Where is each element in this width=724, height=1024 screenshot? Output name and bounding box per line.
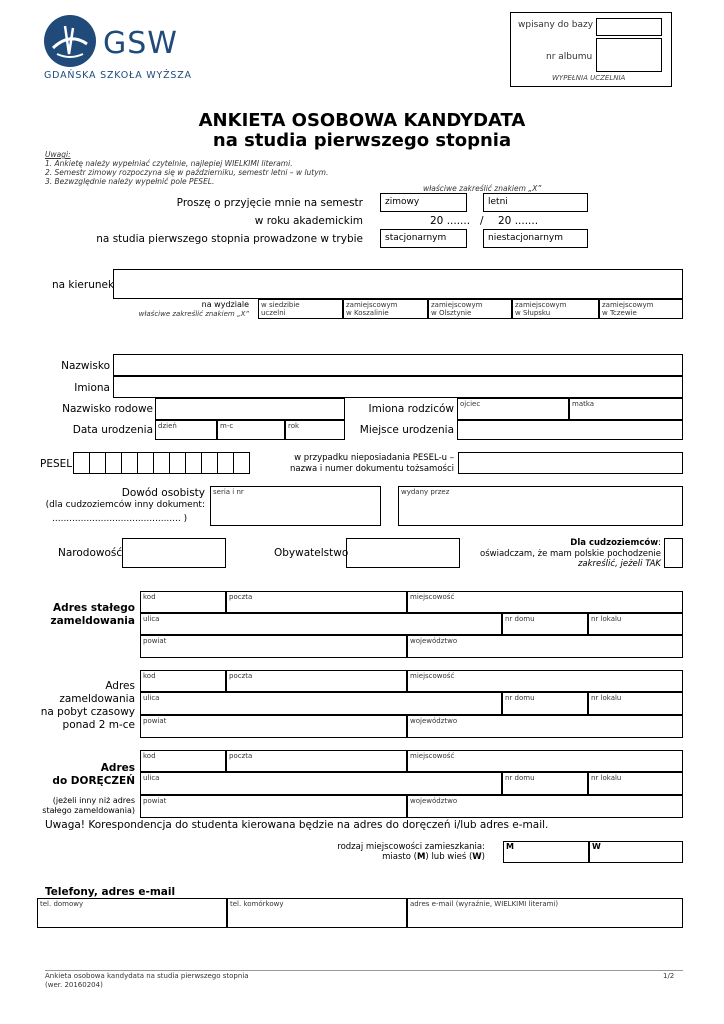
document-dots[interactable]: ............................................. ): [52, 514, 188, 524]
code-field[interactable]: [140, 670, 226, 692]
pesel-digit[interactable]: [217, 452, 234, 474]
city-label: miejscowość: [410, 752, 455, 760]
residence-text: M: [416, 852, 426, 862]
pesel-digit[interactable]: [233, 452, 250, 474]
family-name-label: Nazwisko rodowe: [62, 403, 153, 415]
residence-m-label: M: [506, 842, 514, 851]
county-label: powiat: [143, 637, 167, 645]
pesel-digit[interactable]: [153, 452, 170, 474]
post-label: poczta: [229, 593, 253, 601]
foreigners-colon: :: [658, 538, 661, 548]
note-item: 2. Semestr zimowy rozpoczyna się w październiku, semestr letni – w lutym.: [45, 168, 329, 177]
first-names-label: Imiona: [74, 382, 110, 394]
stationary-label: stacjonarnym: [385, 233, 447, 243]
foreigners-title-row: [470, 538, 661, 548]
pesel-digit[interactable]: [121, 452, 138, 474]
pesel-digit[interactable]: [105, 452, 122, 474]
street-field[interactable]: [140, 692, 502, 715]
province-label: województwo: [410, 717, 458, 725]
residence-text: ): [481, 852, 485, 862]
birth-year-field[interactable]: [285, 420, 345, 440]
street-label: ulica: [143, 774, 160, 782]
street-field[interactable]: [140, 772, 502, 795]
city-field[interactable]: [407, 591, 683, 613]
logo-emblem-icon: [43, 14, 97, 68]
permanent-address-line1: Adres stałego: [53, 602, 135, 614]
pesel-label: PESEL: [40, 458, 73, 470]
birth-date-label: Data urodzenia: [72, 424, 153, 436]
street-label: ulica: [143, 615, 160, 623]
foreigners-doc-label: (dla cudzoziemców inny dokument:: [45, 500, 205, 510]
house-no-field[interactable]: [502, 613, 588, 635]
mother-label: matka: [572, 400, 595, 408]
post-field[interactable]: [226, 591, 407, 613]
apt-no-field[interactable]: [588, 692, 683, 715]
province-label: województwo: [410, 637, 458, 645]
post-field[interactable]: [226, 670, 407, 692]
faculty-option-line: w Koszalinie: [346, 309, 389, 317]
temp-address-line1: Adres: [105, 680, 135, 692]
first-names-field[interactable]: [113, 376, 683, 398]
no-pesel-line1: w przypadku nieposiadania PESEL-u –: [294, 453, 454, 463]
birth-month-field[interactable]: [217, 420, 285, 440]
page-subtitle: na studia pierwszego stopnia: [212, 130, 512, 151]
summer-label: letni: [488, 197, 508, 207]
parents-names-label: Imiona rodziców: [368, 403, 454, 415]
birth-place-field[interactable]: [457, 420, 683, 440]
faculty-option-line: zamiejscowym: [515, 301, 567, 309]
county-label: powiat: [143, 797, 167, 805]
city-field[interactable]: [407, 670, 683, 692]
faculty-option-line: w siedzibie: [261, 301, 300, 309]
logo-text: GSW: [103, 26, 178, 61]
delivery-address-line2: do DORĘCZEŃ: [52, 775, 135, 787]
permanent-address-line2: zameldowania: [50, 615, 135, 627]
month-label: m-c: [220, 422, 234, 430]
page-title: ANKIETA OSOBOWA KANDYDATA: [198, 110, 526, 131]
post-label: poczta: [229, 752, 253, 760]
province-label: województwo: [410, 797, 458, 805]
faculty-label: na wydziale: [201, 300, 249, 309]
permanent-address-grid: [140, 591, 683, 658]
temp-address-line2: zameldowania: [59, 693, 135, 705]
nonstationary-label: niestacjonarnym: [488, 233, 563, 243]
mark-hint: właściwe zakreślić znakiem „X”: [423, 184, 542, 193]
temp-address-line3: na pobyt czasowy: [40, 706, 135, 718]
nationality-label: Narodowość: [58, 547, 123, 559]
major-label: na kierunek: [52, 279, 115, 291]
city-label: miejscowość: [410, 672, 455, 680]
registered-field[interactable]: [596, 18, 662, 36]
pesel-digit[interactable]: [185, 452, 202, 474]
county-field[interactable]: [140, 715, 407, 738]
county-label: powiat: [143, 717, 167, 725]
semester-label: Proszę o przyjęcie mnie na semestr: [176, 197, 363, 209]
residence-text: W: [472, 852, 482, 862]
year-separator: /: [480, 215, 484, 227]
apt-no-label: nr lokalu: [591, 694, 622, 702]
code-field[interactable]: [140, 591, 226, 613]
identity-document-field[interactable]: [458, 452, 683, 474]
album-field[interactable]: [596, 38, 662, 72]
footer-line2: (wer. 20160204): [45, 981, 103, 989]
temp-address-grid: [140, 670, 683, 738]
pesel-digit[interactable]: [169, 452, 186, 474]
house-no-label: nr domu: [505, 615, 535, 623]
email-field[interactable]: [407, 898, 683, 928]
faculty-option-line: w Słupsku: [515, 309, 551, 317]
house-no-label: nr domu: [505, 694, 535, 702]
street-field[interactable]: [140, 613, 502, 635]
note-item: 1. Ankietę należy wypełniać czytelnie, najlepiej WIELKIMI literami.: [45, 159, 293, 168]
page-number: 1/2: [663, 972, 675, 980]
code-label: kod: [143, 593, 156, 601]
mode-label: na studia pierwszego stopnia prowadzone w trybie: [96, 233, 363, 245]
mobile-phone-field[interactable]: [227, 898, 407, 928]
code-field[interactable]: [140, 750, 226, 772]
year-to[interactable]: 20 .......: [498, 215, 539, 227]
day-label: dzień: [158, 422, 177, 430]
foreigners-hint: zakreślić, jeżeli TAK: [577, 559, 661, 569]
delivery-note-line2: stałego zameldowania): [42, 806, 135, 815]
note-item: 3. Bezwzględnie należy wypełnić pole PESEL.: [45, 177, 215, 186]
nationality-field[interactable]: [122, 538, 226, 568]
home-phone-label: tel. domowy: [40, 900, 84, 908]
notes-heading: Uwagi:: [45, 150, 71, 159]
house-no-label: nr domu: [505, 774, 535, 782]
house-no-field[interactable]: [502, 772, 588, 795]
father-label: ojciec: [460, 400, 481, 408]
county-field[interactable]: [140, 635, 407, 658]
apt-no-field[interactable]: [588, 613, 683, 635]
foreigners-title: Dla cudzoziemców: [570, 538, 659, 548]
code-label: kod: [143, 752, 156, 760]
residence-text: ) lub wieś (: [425, 852, 473, 862]
street-label: ulica: [143, 694, 160, 702]
mobile-phone-label: tel. komórkowy: [230, 900, 284, 908]
correspondence-note: Uwaga! Korespondencja do studenta kierowana będzie na adres do doręczeń i/lub adres e-mail.: [45, 819, 549, 831]
faculty-option-line: zamiejscowym: [346, 301, 398, 309]
footer-line1: Ankieta osobowa kandydata na studia pierwszego stopnia: [45, 972, 249, 980]
residence-village-option[interactable]: [589, 841, 683, 863]
residence-w-label: W: [592, 842, 601, 851]
faculty-option-main[interactable]: [258, 299, 343, 319]
birth-place-label: Miejsce urodzenia: [359, 424, 454, 436]
county-field[interactable]: [140, 795, 407, 818]
id-card-label: Dowód osobisty: [121, 487, 205, 499]
house-no-field[interactable]: [502, 692, 588, 715]
foreigners-declaration: oświadczam, że mam polskie pochodzenie: [480, 549, 661, 559]
year-label-small: rok: [288, 422, 300, 430]
mother-field[interactable]: [569, 398, 683, 420]
album-label: nr albumu: [546, 52, 593, 62]
delivery-address-line1: Adres: [100, 762, 135, 774]
notes: [45, 150, 328, 186]
no-pesel-line2: nazwa i numer dokumentu tożsamości: [289, 464, 454, 474]
city-field[interactable]: [407, 750, 683, 772]
issued-by-field[interactable]: [398, 486, 683, 526]
footer-divider: [45, 970, 683, 971]
faculty-option-line: w Olsztynie: [431, 309, 472, 317]
school-name: GDAŃSKA SZKOŁA WYŻSZA: [44, 70, 192, 81]
email-label: adres e-mail (wyraźnie, WIELKIMI literami): [410, 900, 559, 908]
residence-city-option[interactable]: [503, 841, 589, 863]
province-field[interactable]: [407, 795, 683, 818]
city-label: miejscowość: [410, 593, 455, 601]
foreign-origin-checkbox[interactable]: [664, 538, 683, 568]
pesel-digit[interactable]: [137, 452, 154, 474]
post-label: poczta: [229, 672, 253, 680]
home-phone-field[interactable]: [37, 898, 227, 928]
apt-no-field[interactable]: [588, 772, 683, 795]
major-field[interactable]: [113, 269, 683, 299]
series-number-field[interactable]: [210, 486, 381, 526]
surname-field[interactable]: [113, 354, 683, 376]
faculty-option-tczew[interactable]: [599, 299, 683, 319]
faculty-option-line: zamiejscowym: [431, 301, 483, 309]
contact-title: Telefony, adres e-mail: [45, 886, 176, 898]
series-label: seria i nr: [213, 488, 244, 496]
province-field[interactable]: [407, 715, 683, 738]
residence-label-line1: rodzaj miejscowości zamieszkania:: [337, 842, 485, 852]
residence-label-line2: [280, 852, 485, 862]
pesel-digit[interactable]: [73, 452, 90, 474]
faculty-option-koszalin[interactable]: [343, 299, 428, 319]
faculty-option-line: w Tczewie: [602, 309, 637, 317]
surname-label: Nazwisko: [61, 360, 110, 372]
pesel-cells: [73, 452, 273, 474]
year-label: w roku akademickim: [254, 215, 363, 227]
registered-label: wpisany do bazy: [518, 20, 594, 30]
year-from[interactable]: 20 .......: [430, 215, 471, 227]
province-field[interactable]: [407, 635, 683, 658]
school-logo: [43, 12, 193, 82]
faculty-option-slupsk[interactable]: [512, 299, 599, 319]
faculty-option-line: uczelni: [261, 309, 286, 317]
birth-day-field[interactable]: [155, 420, 217, 440]
code-label: kod: [143, 672, 156, 680]
issued-by-label: wydany przez: [401, 488, 450, 496]
winter-label: zimowy: [385, 197, 420, 207]
temp-address-line4: ponad 2 m-ce: [62, 719, 135, 731]
family-name-field[interactable]: [155, 398, 345, 420]
apt-no-label: nr lokalu: [591, 615, 622, 623]
pesel-digit[interactable]: [201, 452, 218, 474]
filled-by-note: WYPEŁNIA UCZELNIA: [552, 74, 626, 82]
father-field[interactable]: [457, 398, 569, 420]
apt-no-label: nr lokalu: [591, 774, 622, 782]
delivery-address-grid: [140, 750, 683, 818]
pesel-digit[interactable]: [89, 452, 106, 474]
faculty-hint: właściwe zakreślić znakiem „X”: [138, 310, 249, 318]
citizenship-label: Obywatelstwo: [274, 547, 349, 559]
residence-text: miasto (: [382, 852, 417, 862]
delivery-note-line1: (jeżeli inny niż adres: [52, 796, 135, 805]
post-field[interactable]: [226, 750, 407, 772]
faculty-option-olsztyn[interactable]: [428, 299, 512, 319]
faculty-option-line: zamiejscowym: [602, 301, 654, 309]
